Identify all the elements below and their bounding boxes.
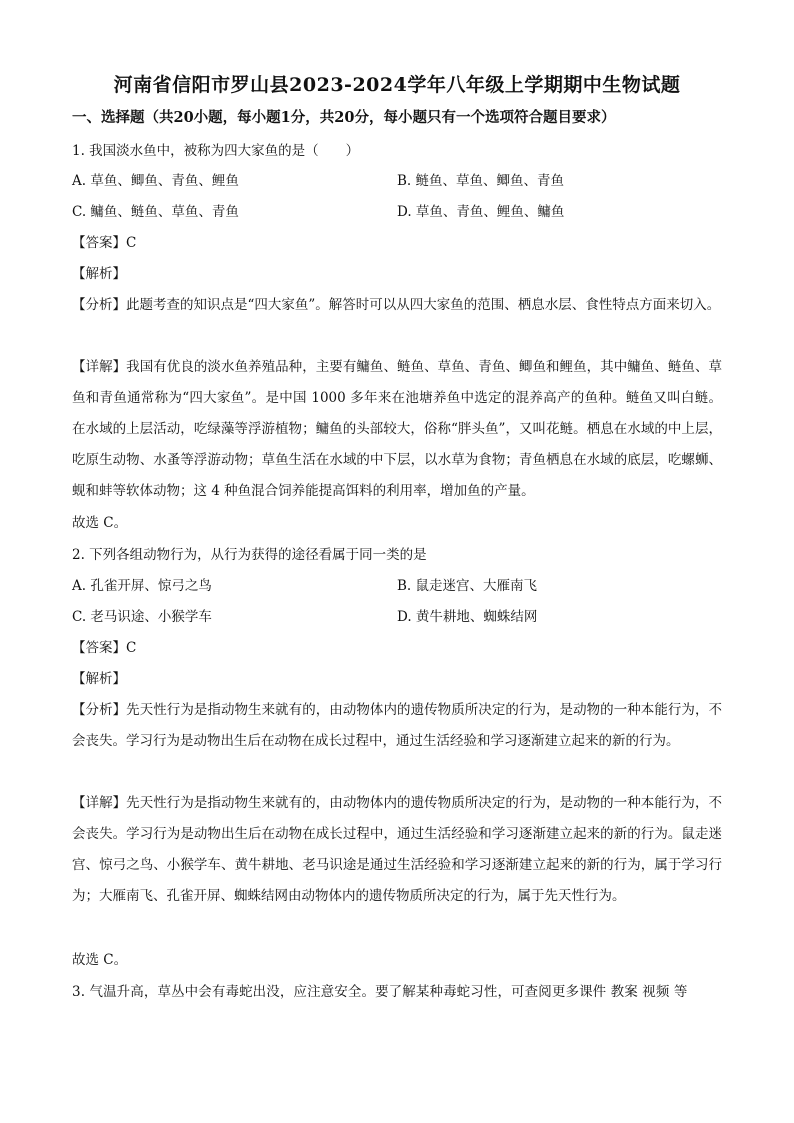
q2-option-d: D. 黄牛耕地、蜘蛛结网 (397, 609, 538, 625)
section-heading: 一、选择题（共20小题，每小题1分，共20分，每小题只有一个选项符合题目要求） (72, 109, 616, 126)
q2-analysis-xiangjie: 【详解】先天性行为是指动物生来就有的，由动物体内的遗传物质所决定的行为，是动物的一种本能行为，不会丧失。学习行为是动物出生后在动物在成长过程中，通过生活经验和学习逐渐建立起来的新的行为。鼠走迷宫、惊弓之鸟、小猴学车、黄牛耕地、老马识途是通过生活经验和学习逐渐建立起来的新的行为，属于学习行为；大雁南飞、孔雀开屏、蜘蛛结网由动物体内的遗传物质所决定的行为，属于先天性行为。 (72, 795, 722, 904)
q3-stem: 3. 气温升高，草丛中会有毒蛇出没，应注意安全。要了解某种毒蛇习性，可查阅更多课件 教案 视频 等 (72, 984, 688, 1000)
q2-option-b: B. 鼠走迷宫、大雁南飞 (397, 578, 538, 594)
q2-answer: 【答案】C (72, 640, 137, 656)
q1-analysis-label: 【解析】 (72, 266, 126, 282)
q1-answer: 【答案】C (72, 235, 137, 251)
q1-analysis-fenxi: 【分析】此题考查的知识点是“四大家鱼”。解答时可以从四大家鱼的范围、栖息水层、食性特点方面来切入。 (72, 297, 721, 313)
q2-choice: 故选 C。 (72, 952, 128, 968)
q1-option-d: D. 草鱼、青鱼、鲤鱼、鳙鱼 (397, 204, 565, 220)
q2-analysis-fenxi: 【分析】先天性行为是指动物生来就有的，由动物体内的遗传物质所决定的行为，是动物的一种本能行为，不会丧失。学习行为是动物出生后在动物在成长过程中，通过生活经验和学习逐渐建立起来的新的行为。 (72, 702, 722, 749)
q2-stem: 2. 下列各组动物行为，从行为获得的途径看属于同一类的是 (72, 547, 427, 563)
q1-stem: 1. 我国淡水鱼中，被称为四大家鱼的是（ ） (72, 143, 360, 159)
q1-analysis-xiangjie: 【详解】我国有优良的淡水鱼养殖品种，主要有鳙鱼、鲢鱼、草鱼、青鱼、鲫鱼和鲤鱼，其中鳙鱼、鲢鱼、草鱼和青鱼通常称为“四大家鱼”。是中国 1000 多年来在池塘养鱼中选定的混养高产的鱼种。鲢鱼又叫白鲢。在水域的上层活动，吃绿藻等浮游植物；鳙鱼的头部较大，俗称“胖头鱼”，又叫花鲢。栖息在水域的中上层，吃原生动物、水蚤等浮游动物；草鱼生活在水域的中下层，以水草为食物；青鱼栖息在水域的底层，吃螺蛳、蚬和蚌等软体动物；这 4 种鱼混合饲养能提高饵料的利用率，增加鱼的产量。 (72, 359, 722, 499)
q2-option-c: C. 老马识途、小猴学车 (72, 609, 212, 625)
page-title: 河南省信阳市罗山县2023-2024学年八年级上学期期中生物试题 (113, 74, 681, 96)
q2-option-a: A. 孔雀开屏、惊弓之鸟 (72, 578, 212, 594)
q2-analysis-label: 【解析】 (72, 671, 126, 687)
q1-choice: 故选 C。 (72, 515, 128, 531)
q1-option-a: A. 草鱼、鲫鱼、青鱼、鲤鱼 (72, 173, 239, 189)
q1-option-b: B. 鲢鱼、草鱼、鲫鱼、青鱼 (397, 173, 565, 189)
q1-option-c: C. 鳙鱼、鲢鱼、草鱼、青鱼 (72, 204, 239, 220)
